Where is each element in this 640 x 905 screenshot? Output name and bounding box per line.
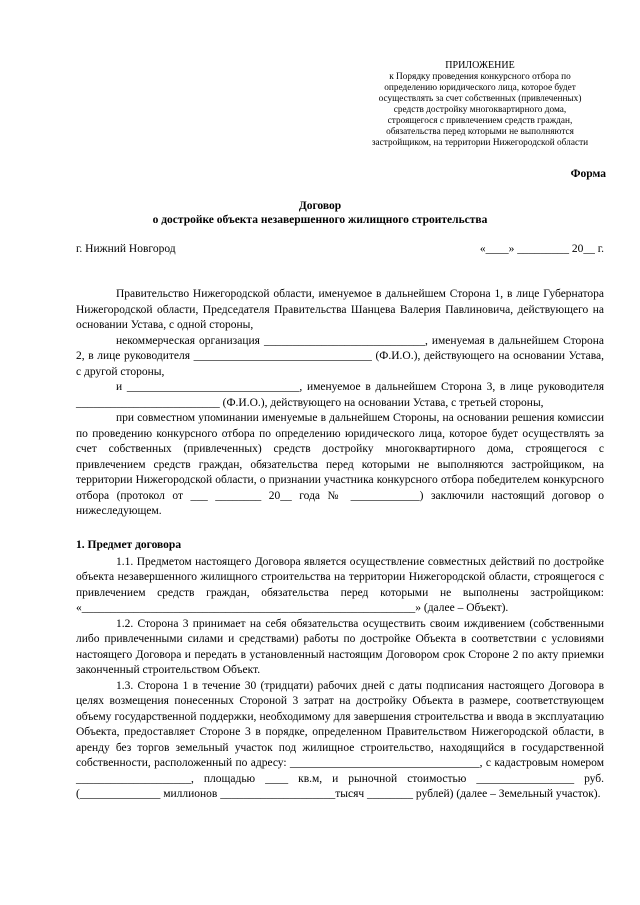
paragraph: и ______________________________, именуемое в дальнейшем Сторона 3, в лице руководителя _________________________ (Ф.И.О.), действующего на основании Устава, с третьей стороны, <box>76 381 604 409</box>
clause-1-3: 1.3. Сторона 1 в течение 30 (тридцати) рабочих дней с даты подписания настоящего Договора в целях возмещения понесенных Стороной 3 затрат на достройку Объекта в размере, соответствующем объему государственной поддержки, необходимому для завершения строительства и ввода в эксплуатацию Объекта, предоставляет Стороне 3 в порядке, определенном Правительством Нижегородской области, в аренду без торгов земельный участок под жилищное строительство, находящийся в государственной собственности, расположенный по адресу: _________________________________, с кадастровым номером ____________________, площадью ____ кв.м, и рыночной стоимостью _________________ руб. (______________ миллионов ____________________тысяч ________ рублей) (далее – Земельный участок). <box>76 679 604 800</box>
appendix-line: к Порядку проведения конкурсного отбора по <box>389 72 571 82</box>
appendix-block <box>330 60 630 149</box>
appendix-line: обязательства перед которыми не выполняются <box>386 127 574 137</box>
clause-1-2: 1.2. Сторона 3 принимает на себя обязательства осуществить своим иждивением (собственными либо привлеченными силами и средствами) работы по достройке Объекта в соответствии с условиями настоящего Договора и передать в установленный настоящим Договором срок Стороне 2 по акту приемки законченный строительством Объект. <box>76 617 604 676</box>
section-1 <box>76 538 604 803</box>
appendix-line: строящегося с привлечением средств граждан, <box>387 116 573 126</box>
clause-1-1: 1.1. Предметом настоящего Договора является осуществление совместных действий по достройке объекта незавершенного жилищного строительства на территории Нижегородской области, строящегося с привлечением средств граждан, обязательства перед которыми не выполнены застройщиком: «__________________________________________________________» (далее – Объект). <box>76 555 604 614</box>
appendix-line: осуществлять за счет собственных (привлеченных) <box>378 94 582 104</box>
section-heading: 1. Предмет договора <box>76 539 182 551</box>
paragraph: при совместном упоминании именуемые в дальнейшем Стороны, на основании решения комиссии по проведению конкурсного отбора по определению юридического лица, которое будет осуществлять за счет собственных (привлеченных) средств достройку многоквартирного дома, строящегося с привлечением средств граждан, обязательства перед которыми не выполняются застройщиком, на территории Нижегородской области, о признании участника конкурсного отбора победителем конкурсного отбора (протокол от ___ ________ 20__ года № ____________) заключили настоящий договор о нижеследующем. <box>76 412 604 517</box>
form-label: Форма <box>570 168 606 180</box>
place-city: г. Нижний Новгород <box>76 243 176 255</box>
place-date-line <box>76 243 604 255</box>
appendix-title: ПРИЛОЖЕНИЕ <box>445 60 515 71</box>
appendix-line: определению юридического лица, которое будет <box>384 83 576 93</box>
paragraph: некоммерческая организация ____________________________, именуемая в дальнейшем Сторона 2, в лице руководителя _______________________________ (Ф.И.О.), действующего на основании Устава, с другой стороны, <box>76 334 604 378</box>
paragraph: Правительство Нижегородской области, именуемое в дальнейшем Сторона 1, в лице Губернатора Нижегородской области, Председателя Правительства Шанцева Валерия Павлиновича, действующего на основании Устава, с одной стороны, <box>76 288 604 331</box>
date-field: «____» _________ 20__ г. <box>479 243 604 255</box>
preamble <box>76 287 604 520</box>
document-title: Договор <box>298 200 342 212</box>
appendix-line: застройщиком, на территории Нижегородской области <box>371 138 589 148</box>
appendix-line: средств достройку многоквартирного дома, <box>393 105 567 115</box>
document-subtitle: о достройке объекта незавершенного жилищного строительства <box>152 214 488 226</box>
